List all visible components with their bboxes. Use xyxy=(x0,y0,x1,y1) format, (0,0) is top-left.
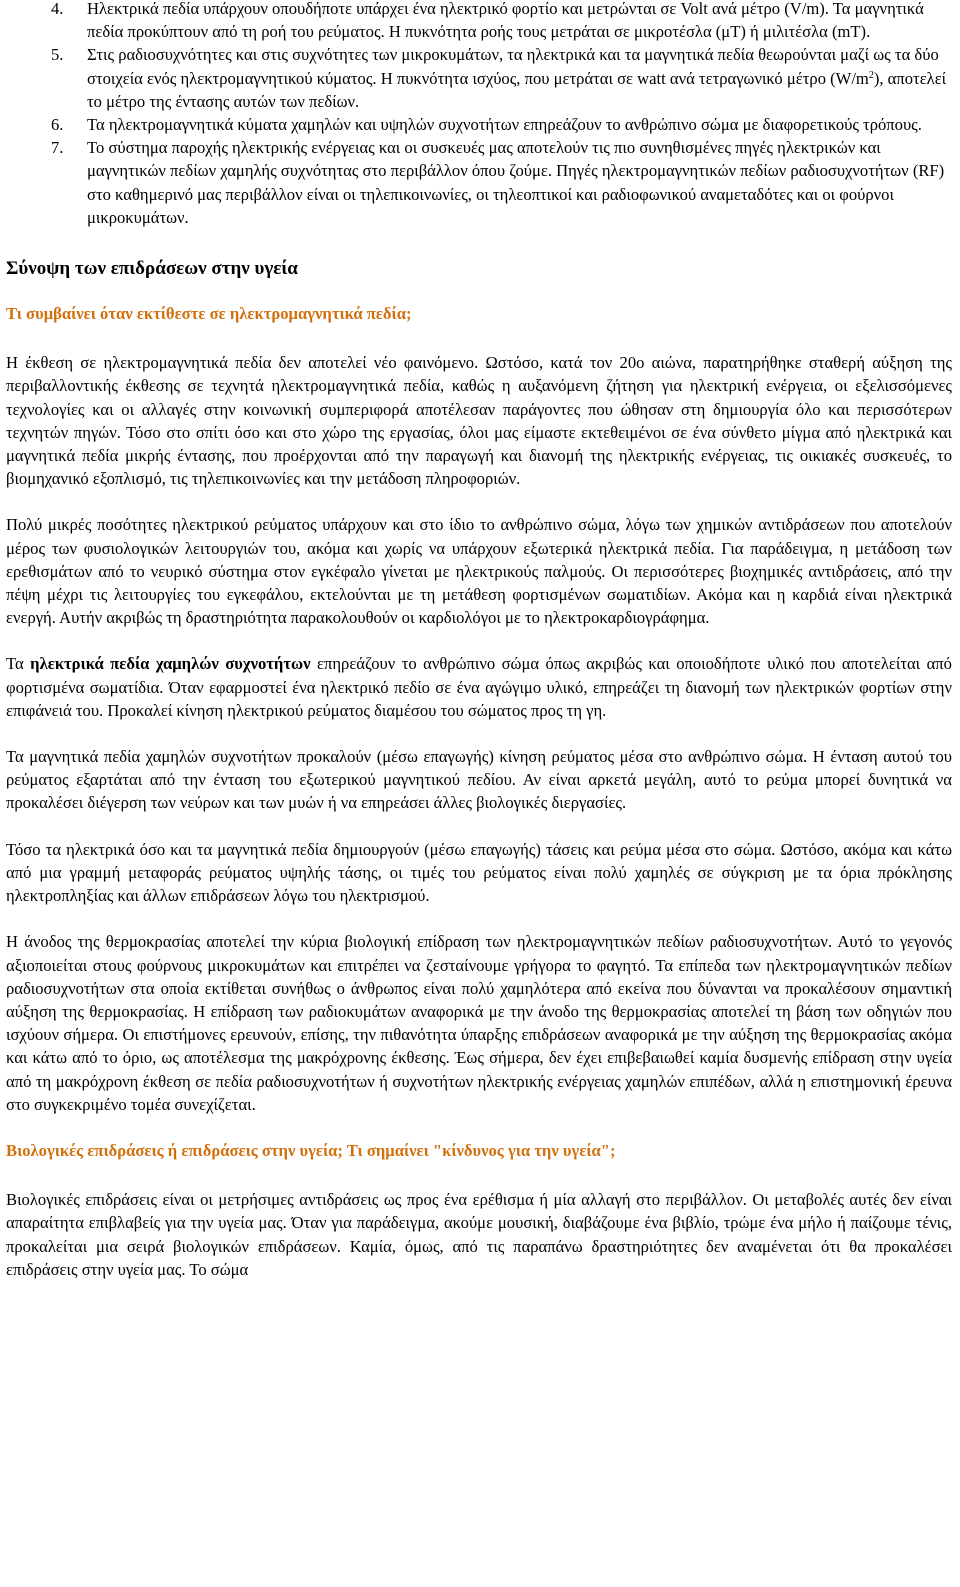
bold-term: ηλεκτρικά πεδία χαμηλών συχνοτήτων xyxy=(30,654,311,674)
paragraph: Τόσο τα ηλεκτρικά όσο και τα μαγνητικά πεδία δημιουργούν (μέσω επαγωγής) τάσεις και ρεύμα μέσα στο σώμα. Ωστόσο, ακόμα και κάτω από μια γραμμή μεταφοράς ρεύματος υψηλής τάσης, οι τιμές του ρεύματος είναι πολύ χαμηλές σε σύγκριση με τα όρια πρόκλησης ηλεκτροπληξίας και άλλων επιδράσεων λόγω του ηλεκτρισμού. xyxy=(6,839,952,906)
superscript: 2 xyxy=(868,69,874,81)
list-item-text: Το σύστημα παροχής ηλεκτρικής ενέργειας και οι συσκευές μας αποτελούν τις πιο συνηθισμένες πηγές ηλεκτρικών και μαγνητικών πεδίων χαμηλής συχνότητας στο περιβάλλον όπου ζούμε. Πηγές ηλεκτρομαγνητικών πεδίων ραδιοσυχνοτήτων (RF) στο καθημερινό μας περιβάλλον είναι οι τηλεπικοινωνίες, οι τηλεοπτικοί και ραδιοφωνικού αναμεταδότες και οι φούρνοι μικροκυμάτων. xyxy=(87,138,945,227)
list-item-number: 4. xyxy=(51,0,64,18)
list-item-text-part: Στις ραδιοσυχνότητες και στις συχνότητες των μικροκυμάτων, τα ηλεκτρικά και τα μαγνητικά πεδία θεωρούνται μαζί ως τα δύο στοιχεία ενός ηλεκτρομαγνητικού κύματος. Η πυκνότητα ισχύος, που μετράται σε watt ανά τετραγωνικό μέτρο (W/m xyxy=(87,45,939,88)
list-item-number: 5. xyxy=(51,45,64,65)
list-item-text: Τα ηλεκτρομαγνητικά κύματα χαμηλών και υψηλών συχνοτήτων επηρεάζουν το ανθρώπινο σώμα με διαφορετικούς τρόπους. xyxy=(87,115,922,135)
subsection-title: Βιολογικές επιδράσεις ή επιδράσεις στην υγεία; Τι σημαίνει "κίνδυνος για την υγεία"; xyxy=(6,1140,616,1160)
paragraph xyxy=(6,652,952,722)
paragraph-text: επηρεάζουν το ανθρώπινο σώμα όπως ακριβώς και οποιοδήποτε υλικό που αποτελείται από φορτισμένα σωματίδια. Όταν εφαρμοστεί ένα ηλεκτρικό πεδίο σε ένα αγώγιμο υλικό, επηρεάζει τη διανομή των ηλεκτρικών φορτίων στην επιφάνειά του. Προκαλεί κίνηση ηλεκτρικού ρεύματος διαμέσου του σώματος προς τη γη. xyxy=(6,654,952,720)
paragraph: Η άνοδος της θερμοκρασίας αποτελεί την κύρια βιολογική επίδραση των ηλεκτρομαγνητικών πεδίων ραδιοσυχνοτήτων. Αυτό το γεγονός αξιοποιείται στους φούρνους μικροκυμάτων και επιτρέπει να ζεσταίνουμε γρήγορα το φαγητό. Τα επίπεδα των ηλεκτρομαγνητικών πεδίων ραδιοσυχνοτήτων στα οποία εκτίθεται συνήθως ο άνθρωπος είναι πολύ χαμηλότερα από εκείνα που δύνανται να προκαλέσουν σημαντική αύξηση της θερμοκρασίας. Η επίδραση των ραδιοκυμάτων αναφορικά με την άνοδο της θερμοκρασίας αποτελεί τη βάση των οδηγιών που ισχύουν σήμερα. Οι επιστήμονες ερευνούν, επίσης, την πιθανότητα ύπαρξης επιδράσεων αναφορικά με την αύξηση της θερμοκρασίας ακόμα και κάτω από το όριο, ως αποτέλεσμα της μακρόχρονης έκθεσης. Έως σήμερα, δεν έχει επιβεβαιωθεί καμία δυσμενής επίδραση στην υγεία από τη μακρόχρονη έκθεση σε πεδία ραδιοσυχνοτήτων ή συχνοτήτων ηλεκτρικής ενέργειας χαμηλών επιπέδων, αλλά η επιστημονική έρευνα στο συγκεκριμένο τομέα συνεχίζεται. xyxy=(6,932,952,1114)
paragraph: Βιολογικές επιδράσεις είναι οι μετρήσιμες αντιδράσεις ως προς ένα ερέθισμα ή μία αλλαγή στο περιβάλλον. Οι μεταβολές αυτές δεν είναι απαραίτητα επιβλαβείς για την υγεία μας. Όταν για παράδειγμα, ακούμε μουσική, διαβάζουμε ένα βιβλίο, τρώμε ένα μήλο ή παίζουμε τένις, προκαλείται μια σειρά βιολογικών επιδράσεων. Καμία, όμως, από τις παραπάνω δραστηριότητες δεν αναμένεται ότι θα προκαλέσει επιδράσεις στην υγεία μας. Το σώμα xyxy=(6,1190,952,1279)
list-item-text xyxy=(87,45,946,110)
list-item xyxy=(6,0,952,43)
paragraph: Πολύ μικρές ποσότητες ηλεκτρικού ρεύματος υπάρχουν και στο ίδιο το ανθρώπινο σώμα, λόγω των χημικών αντιδράσεων που αποτελούν μέρος των φυσιολογικών λειτουργιών του, ακόμα και χωρίς να υπάρχουν εξωτερικά ηλεκτρικά πεδία. Για παράδειγμα, η μετάδοση των ερεθισμάτων από το νευρικό σύστημα στον εγκέφαλο γίνεται με ηλεκτρικούς παλμούς. Οι περισσότερες βιοχημικές αντιδράσεις, από την πέψη μέχρι τις λειτουργίες του εγκεφάλου, εκτελούνται με τη μετάθεση φορτισμένων σωματιδίων. Ακόμα και η καρδιά είναι ηλεκτρικά ενεργή. Αυτήν ακριβώς τη δραστηριότητα παρακολουθούν οι καρδιολόγοι με το ηλεκτροκαρδιογράφημα. xyxy=(6,515,952,628)
list-item-number: 6. xyxy=(51,115,64,135)
paragraph: Η έκθεση σε ηλεκτρομαγνητικά πεδία δεν αποτελεί νέο φαινόμενο. Ωστόσο, κατά τον 20ο αιώνα, παρατηρήθηκε σταθερή αύξηση της περιβαλλοντικής έκθεσης σε τεχνητά ηλεκτρομαγνητικά πεδία, καθώς η αυξανόμενη ζήτηση για ηλεκτρική ενέργεια, οι εξελισσόμενες τεχνολογίες και οι αλλαγές στην κοινωνική συμπεριφορά αποτέλεσαν παράγοντες που ώθησαν στη δημιουργία όλο και περισσότερων τεχνητών πηγών. Τόσο στο σπίτι όσο και στο χώρο της εργασίας, όλοι μας είμαστε εκτεθειμένοι σε ένα σύνθετο μίγμα από ηλεκτρικά και μαγνητικά πεδία μικρής έντασης, που προέρχονται από την παραγωγή και διανομή της ηλεκτρικής ενέργειας, τις οικιακές συσκευές, το βιομηχανικό εξοπλισμό, τις τηλεπικοινωνίες και την μετάδοση πληροφοριών. xyxy=(6,353,952,489)
list-item-text: Ηλεκτρικά πεδία υπάρχουν οπουδήποτε υπάρχει ένα ηλεκτρικό φορτίο και μετρώνται σε Volt ανά μέτρο (V/m). Τα μαγνητικά πεδία προκύπτουν από τη ροή του ρεύματος. Η πυκνότητα ροής τους μετράται σε μικροτέσλα (μT) ή μιλιτέσλα (mT). xyxy=(87,0,924,42)
list-item-number: 7. xyxy=(51,138,64,158)
document-page xyxy=(6,0,952,1281)
paragraph: Τα μαγνητικά πεδία χαμηλών συχνοτήτων προκαλούν (μέσω επαγωγής) κίνηση ρεύματος μέσα στο ανθρώπινο σώμα. Η ένταση αυτού του ρεύματος εξαρτάται από την ένταση του εξωτερικού μαγνητικού πεδίου. Αν είναι αρκετά μεγάλη, αυτό το ρεύμα μπορεί δυνητικά να προκαλέσει διέγερση των νεύρων και των μυών ή να επηρεάσει άλλες βιολογικές διεργασίες. xyxy=(6,747,952,813)
list-item-text-part: ), αποτελεί το μέτρο της έντασης αυτών των πεδίων. xyxy=(87,68,947,111)
list-item xyxy=(6,136,952,229)
list-item xyxy=(6,43,952,113)
section-title: Σύνοψη των επιδράσεων στην υγεία xyxy=(6,258,298,280)
list-item xyxy=(6,113,952,136)
numbered-list xyxy=(6,0,952,229)
paragraph-text: Τα xyxy=(6,654,31,674)
subsection-title: Τι συμβαίνει όταν εκτίθεστε σε ηλεκτρομαγνητικά πεδία; xyxy=(6,304,412,324)
